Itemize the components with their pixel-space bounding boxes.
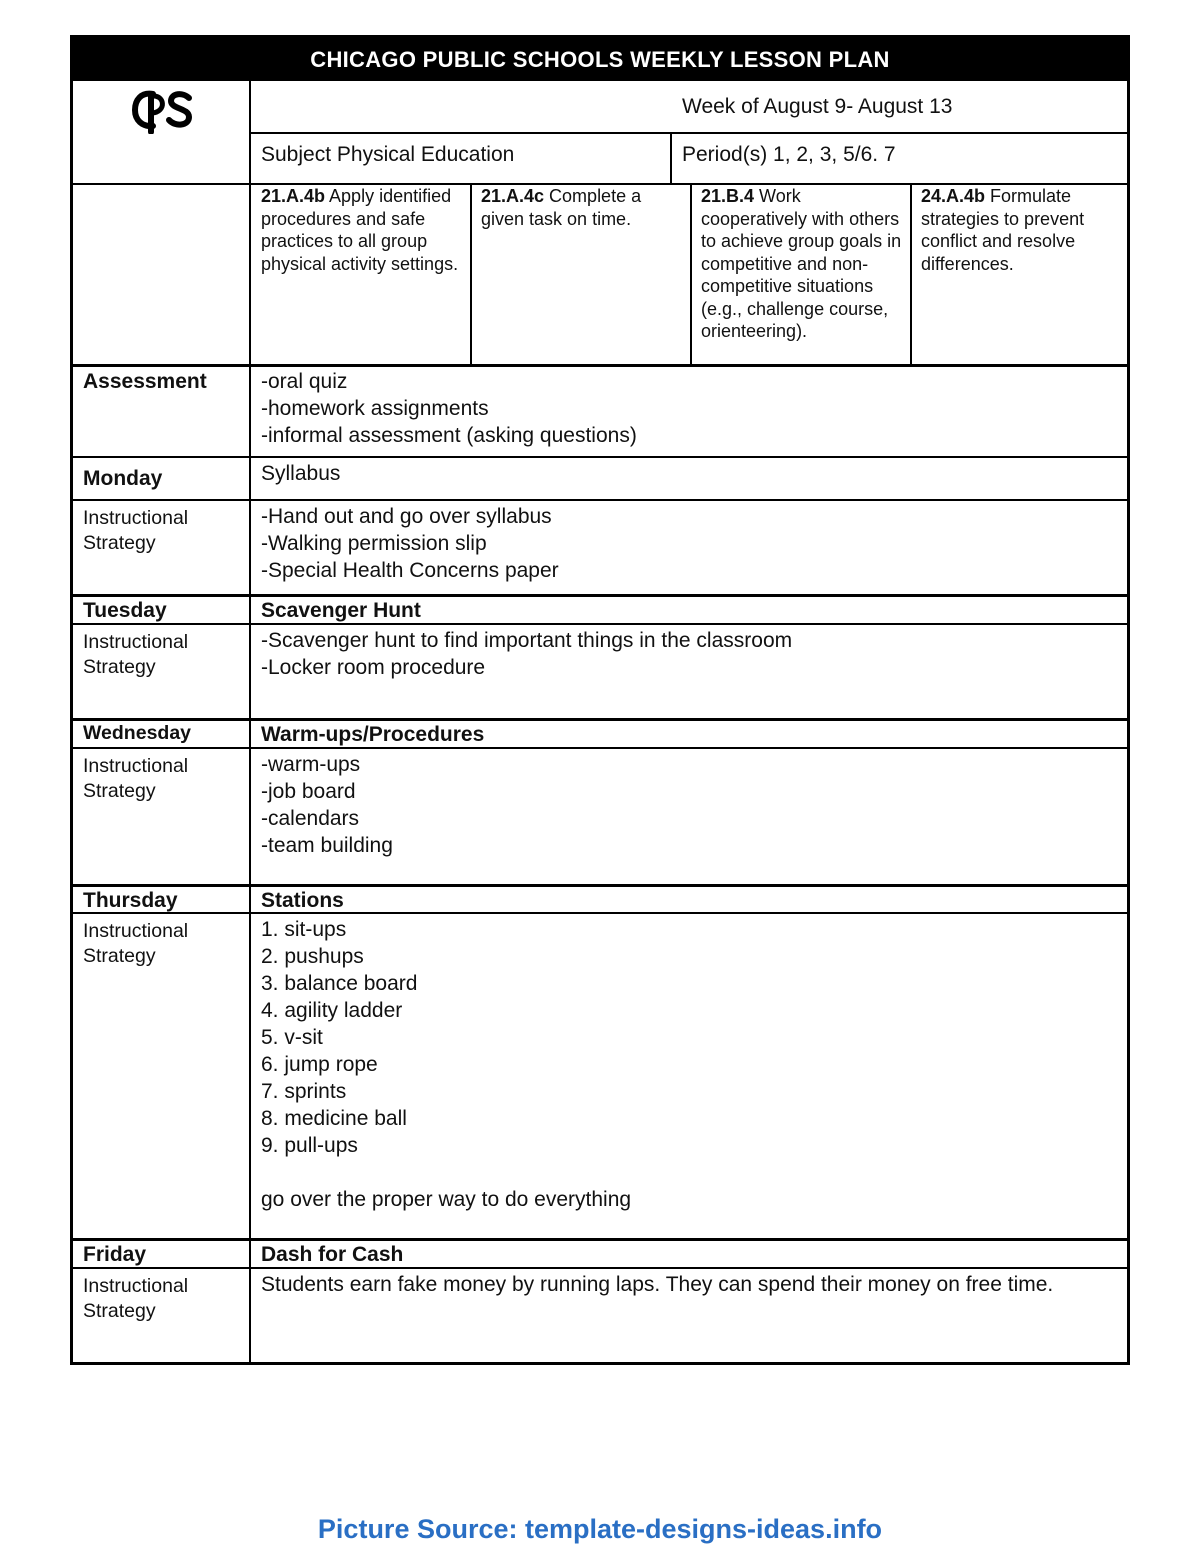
page-title: CHICAGO PUBLIC SCHOOLS WEEKLY LESSON PLAN: [73, 38, 1127, 81]
strategy-label: Instructional Strategy: [83, 920, 189, 967]
strategy-label: Instructional Strategy: [83, 755, 189, 802]
picture-source-caption: Picture Source: template-designs-ideas.info: [317, 1514, 883, 1544]
rule: [73, 594, 1127, 597]
day-label-monday: Monday: [83, 467, 163, 490]
topic-friday: Dash for Cash: [261, 1243, 404, 1266]
strategy-label: Instructional Strategy: [83, 1275, 189, 1322]
strategy-wednesday: -warm-ups -job board -calendars -team building: [261, 753, 393, 857]
strategy-tuesday: -Scavenger hunt to find important things in the classroom -Locker room procedure: [261, 629, 793, 679]
day-label-wednesday: Wednesday: [83, 722, 192, 744]
lesson-plan-sheet: [70, 35, 1130, 1365]
standard-code: 24.A.4b: [921, 186, 986, 206]
rule: [73, 747, 1127, 749]
standard-code: 21.A.4c: [481, 186, 545, 206]
periods-field: Period(s) 1, 2, 3, 5/6. 7: [682, 143, 896, 166]
day-label-thursday: Thursday: [83, 889, 178, 912]
standard-text: Formulate strategies to prevent conflict and resolve differences.: [921, 186, 1085, 274]
rule: [250, 132, 1127, 134]
rule: [73, 1267, 1127, 1269]
topic-tuesday: Scavenger Hunt: [261, 599, 421, 622]
topic-thursday: Stations: [261, 889, 344, 912]
rule: [73, 499, 1127, 501]
standard-text: Apply identified procedures and safe practices to all group physical activity settings.: [261, 186, 459, 274]
assessment-label: Assessment: [83, 370, 207, 393]
topic-wednesday: Warm-ups/Procedures: [261, 723, 485, 746]
standard-cell: [921, 185, 1125, 275]
rule: [249, 81, 251, 1362]
week-range: Week of August 9- August 13: [682, 95, 953, 118]
strategy-friday: Students earn fake money by running laps. They can spend their money on free time.: [261, 1273, 1054, 1296]
strategy-label: Instructional Strategy: [83, 507, 189, 554]
cps-logo-icon: [131, 86, 195, 134]
day-label-tuesday: Tuesday: [83, 599, 167, 622]
assessment-items: -oral quiz -homework assignments -informal assessment (asking questions): [261, 370, 637, 447]
topic-monday: Syllabus: [261, 462, 341, 485]
strategy-label: Instructional Strategy: [83, 631, 189, 678]
rule: [690, 183, 692, 366]
rule: [73, 718, 1127, 721]
standard-cell: [701, 185, 903, 343]
standard-text: Work cooperatively with others to achieve group goals in competitive and non-competitive situations (e.g., challenge course, orienteering).: [701, 186, 902, 341]
rule: [470, 183, 472, 366]
rule: [73, 884, 1127, 887]
standard-text: Complete a given task on time.: [481, 186, 642, 229]
rule: [73, 623, 1127, 625]
standard-code: 21.A.4b: [261, 186, 326, 206]
strategy-thursday: 1. sit-ups 2. pushups 3. balance board 4. agility ladder 5. v-sit 6. jump rope 7. sprints 8. medicine ball 9. pull-ups go over the proper way to do everything: [261, 918, 632, 1211]
rule: [73, 456, 1127, 458]
standard-code: 21.B.4: [701, 186, 755, 206]
strategy-monday: -Hand out and go over syllabus -Walking permission slip -Special Health Concerns paper: [261, 505, 559, 582]
rule: [73, 1238, 1127, 1241]
day-label-friday: Friday: [83, 1243, 147, 1266]
rule: [73, 364, 1127, 367]
standard-cell: [261, 185, 461, 275]
rule: [910, 183, 912, 366]
rule: [73, 912, 1127, 914]
standard-cell: [481, 185, 683, 230]
subject-field: Subject Physical Education: [261, 143, 515, 166]
rule: [670, 132, 672, 184]
